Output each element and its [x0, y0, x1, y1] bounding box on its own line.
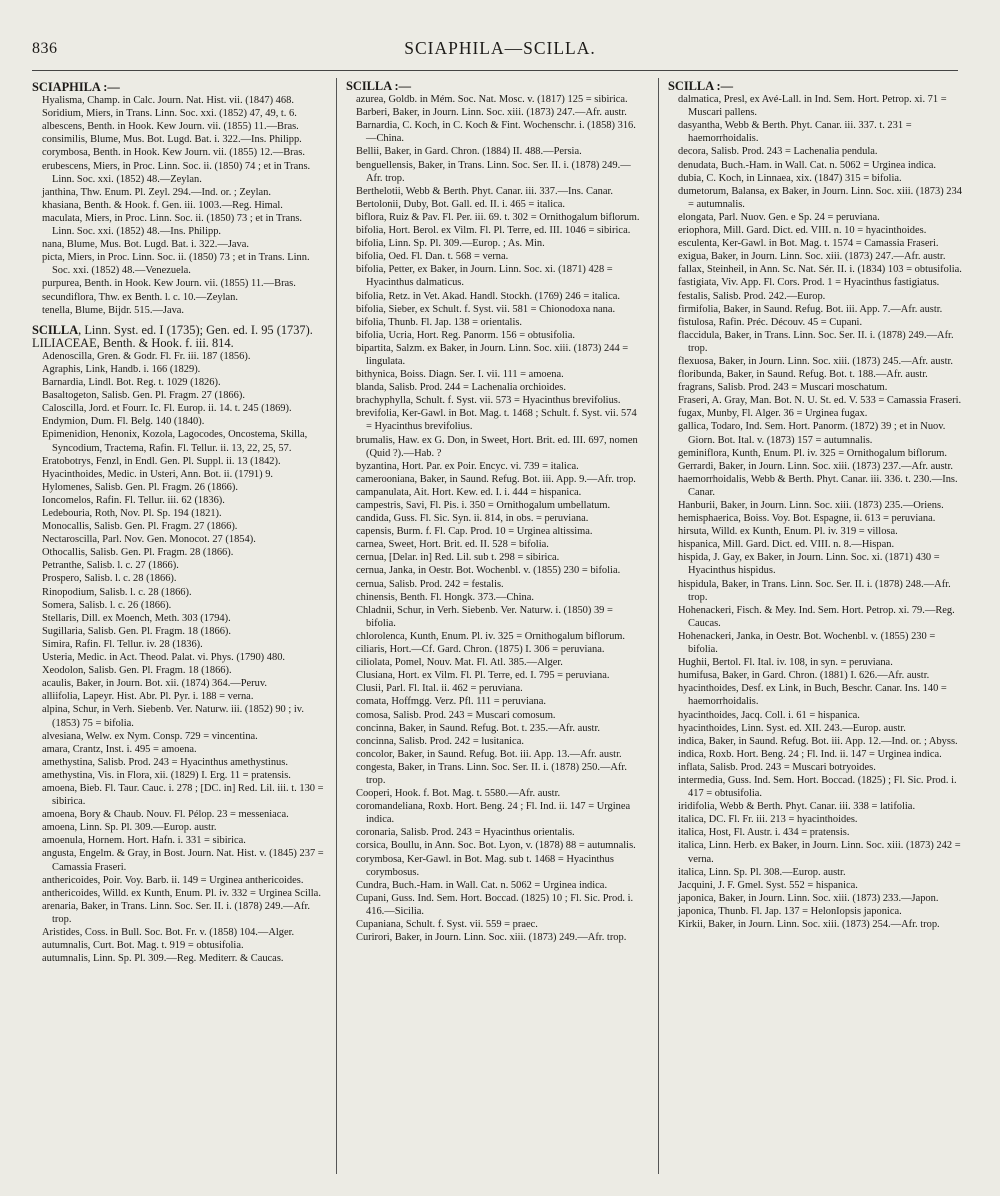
index-entry: Monocallis, Salisb. Gen. Pl. Fragm. 27 (1866). [42, 521, 238, 533]
index-entry: italica, Linn. Sp. Pl. 308.—Europ. austr. [678, 866, 846, 878]
index-entry: byzantina, Hort. Par. ex Poir. Encyc. vi. 739 = italica. [356, 460, 579, 472]
index-entry: Hanburii, Baker, in Journ. Linn. Soc. xiii. (1873) 235.—Oriens. [678, 500, 944, 511]
index-entry: campestris, Savi, Fl. Pis. i. 350 = Ornithogalum umbellatum. [356, 500, 611, 511]
index-entry: Stellaris, Dill. ex Moench, Meth. 303 (1794). [42, 612, 231, 624]
index-entry: Sugillaria, Salisb. Gen. Pl. Fragm. 18 (1866). [42, 625, 232, 637]
index-entry: arenaria, Baker, in Trans. Linn. Soc. Ser. II. i. (1878) 249.—Afr. trop. [42, 900, 311, 925]
index-entry: Cupani, Guss. Ind. Sem. Hort. Boccad. (1825) 10 ; Fl. Sic. Prod. i. 416.—Sicilia. [356, 892, 634, 917]
page-number: 836 [32, 40, 58, 57]
continued-genus-heading: SCILLA :— [668, 79, 734, 93]
index-entry: Eratobotrys, Fenzl, in Endl. Gen. Pl. Suppl. ii. 13 (1842). [42, 455, 281, 467]
index-entry: comosa, Salisb. Prod. 243 = Muscari comosum. [356, 709, 556, 721]
index-entry: Gerrardi, Baker, in Journ. Linn. Soc. xiii. (1873) 237.—Afr. austr. [678, 460, 953, 472]
index-entry: brevifolia, Ker-Gawl. in Bot. Mag. t. 1468 ; Schult. f. Syst. vii. 574 = Hyacinthus brevifolius. [356, 408, 637, 433]
index-entry: cernua, [Delar. in] Red. Lil. sub t. 298 = sibirica. [356, 552, 560, 564]
index-entry: hyacinthoides, Desf. ex Link, in Buch, Beschr. Canar. Ins. 140 = haemorrhoidalis. [678, 683, 947, 708]
index-entry: Hyacinthoides, Medic. in Usteri, Ann. Bot. ii. (1791) 9. [42, 468, 274, 480]
index-entry: Fraseri, A. Gray, Man. Bot. N. U. St. ed. V. 533 = Camassia Fraseri. [678, 395, 962, 407]
index-entry: bifolia, Ucria, Hort. Reg. Panorm. 156 = obtusifolia. [356, 329, 575, 341]
index-entry: Aristides, Coss. in Bull. Soc. Bot. Fr. v. (1858) 104.—Alger. [42, 927, 295, 938]
index-entry: ciliolata, Pomel, Nouv. Mat. Fl. Atl. 385.—Alger. [356, 657, 563, 669]
index-entry: concinna, Salisb. Prod. 242 = lusitanica. [356, 735, 524, 747]
index-entry: Othocallis, Salisb. Gen. Pl. Fragm. 28 (1866). [42, 547, 234, 559]
column-divider [658, 78, 659, 1174]
index-entry: Hohenackeri, Janka, in Oestr. Bot. Wochenbl. v. (1855) 230 = bifolia. [678, 630, 936, 656]
index-entry: japonica, Thunb. Fl. Jap. 137 = HelonIopsis japonica. [678, 905, 902, 917]
index-entry: maculata, Miers, in Proc. Linn. Soc. ii. (1850) 73 ; et in Trans. Linn. Soc. xxi. (1852) 48.—Ins. Philipp. [42, 212, 303, 238]
index-entry: haemorrhoidalis, Webb & Berth. Phyt. Canar. iii. 336. t. 230.—Ins. Canar. [678, 473, 958, 498]
column-divider [336, 78, 337, 1174]
index-entry: fistulosa, Rafin. Préc. Découv. 45 = Cupani. [678, 316, 863, 328]
index-entry: bifolia, Thunb. Fl. Jap. 138 = orientalis. [356, 316, 523, 328]
index-entry: amara, Crantz, Inst. i. 495 = amoena. [42, 743, 197, 755]
index-entry: indica, Roxb. Hort. Beng. 24 ; Fl. Ind. ii. 147 = Urginea indica. [678, 748, 942, 760]
index-entry: Cupaniana, Schult. f. Syst. vii. 559 = praec. [356, 919, 538, 930]
index-entry: Epimenidion, Henonix, Kozola, Lagocodes, Oncostema, Skilla, Syncodium, Tractema, Rafin. Fl. Tellur. ii. 13, 22, 25, 57. [42, 429, 308, 454]
index-entry: bifolia, Retz. in Vet. Akad. Handl. Stockh. (1769) 246 = italica. [356, 290, 620, 302]
scilla-section [32, 324, 326, 966]
index-entry: bifolia, Oed. Fl. Dan. t. 568 = verna. [356, 251, 509, 263]
index-entry: flaccidula, Baker, in Trans. Linn. Soc. Ser. II. i. (1878) 249.—Afr. trop. [678, 329, 954, 354]
index-entry: hemisphaerica, Boiss. Voy. Bot. Espagne, ii. 613 = peruviana. [678, 513, 936, 525]
index-entry: autumnalis, Linn. Sp. Pl. 309.—Reg. Mediterr. & Caucas. [42, 953, 284, 965]
continued-genus-heading: SCILLA :— [346, 79, 412, 93]
index-entry: chinensis, Benth. Fl. Hongk. 373.—China. [356, 591, 535, 603]
index-entry: Prospero, Salisb. l. c. 28 (1866). [42, 573, 177, 585]
index-entry: amoena, Bieb. Fl. Taur. Cauc. i. 278 ; [DC. in] Red. Lil. iii. t. 130 = sibirica. [42, 782, 324, 808]
sciaphila-section [32, 81, 326, 317]
index-entry: purpurea, Benth. in Hook. Kew Journ. vii. (1855) 11.—Bras. [42, 278, 296, 290]
index-entry: bipartita, Salzm. ex Baker, in Journ. Linn. Soc. xiii. (1873) 244 = lingulata. [356, 342, 629, 367]
index-entry: hispida, J. Gay, ex Baker, in Journ. Linn. Soc. xi. (1871) 430 = Hyacinthus hispidus. [678, 552, 940, 577]
index-entry: dasyantha, Webb & Berth. Phyt. Canar. iii. 337. t. 231 = haemorrhoidalis. [678, 120, 912, 145]
index-entry: brumalis, Haw. ex G. Don, in Sweet, Hort. Brit. ed. III. 697, nomen (Quid ?).—Hab. ? [356, 434, 638, 459]
index-entry: Barberi, Baker, in Journ. Linn. Soc. xiii. (1873) 247.—Afr. austr. [356, 107, 627, 119]
index-entry: alliifolia, Lapeyr. Hist. Abr. Pl. Pyr. i. 188 = verna. [42, 691, 254, 703]
index-entry: cernua, Janka, in Oestr. Bot. Wochenbl. v. (1855) 230 = bifolia. [356, 565, 621, 577]
index-entry: bifolia, Petter, ex Baker, in Journ. Linn. Soc. xi. (1871) 428 = Hyacinthus dalmaticus. [356, 264, 613, 289]
index-entry: amethystina, Salisb. Prod. 243 = Hyacinthus amethystinus. [42, 756, 288, 768]
index-entry: Simira, Rafin. Fl. Tellur. iv. 28 (1836). [42, 638, 203, 650]
index-entry: concinna, Baker, in Saund. Refug. Bot. t. 235.—Afr. austr. [356, 722, 600, 734]
index-entry: Xeodolon, Salisb. Gen. Pl. Fragm. 18 (1866). [42, 665, 232, 677]
index-entry: fastigiata, Viv. App. Fl. Cors. Prod. 1 = Hyacinthus fastigiatus. [678, 277, 940, 289]
index-entry: corsica, Boullu, in Ann. Soc. Bot. Lyon, v. (1878) 88 = autumnalis. [356, 840, 636, 852]
index-entry: comata, Hoffmgg. Verz. Pfl. 111 = peruviana. [356, 696, 546, 708]
index-entry: exigua, Baker, in Journ. Linn. Soc. xiii. (1873) 247.—Afr. austr. [678, 251, 946, 263]
index-entry: corymbosa, Ker-Gawl. in Bot. Mag. sub t. 1468 = Hyacinthus corymbosus. [356, 853, 614, 878]
page-header [0, 36, 1000, 62]
index-entry: flexuosa, Baker, in Journ. Linn. Soc. xiii. (1873) 245.—Afr. austr. [678, 355, 953, 367]
index-entry: hirsuta, Willd. ex Kunth, Enum. Pl. iv. 319 = villosa. [678, 526, 898, 538]
index-entry: italica, Host, Fl. Austr. i. 434 = pratensis. [678, 827, 850, 839]
index-entry: dalmatica, Presl, ex Avé-Lall. in Ind. Sem. Hort. Petrop. xi. 71 = Muscari pallens. [678, 94, 947, 119]
index-entry: Chladnii, Schur, in Verh. Siebenb. Ver. Naturw. i. (1850) 39 = bifolia. [356, 604, 613, 629]
index-entry: hispanica, Mill. Gard. Dict. ed. VIII. n. 8.—Hispan. [678, 539, 895, 551]
entry-list [32, 94, 326, 317]
index-entry: Clusiana, Hort. ex Vilm. Fl. Pl. Terre, ed. I. 795 = peruviana. [356, 670, 610, 682]
index-entry: esculenta, Ker-Gawl. in Bot. Mag. t. 1574 = Camassia Fraseri. [678, 238, 939, 250]
index-entry: gallica, Todaro, Ind. Sem. Hort. Panorm. (1872) 39 ; et in Nuov. Giorn. Bot. Ital. v. (1873) 157 = autumnalis. [678, 421, 946, 446]
index-entry: bifolia, Sieber, ex Schult. f. Syst. vii. 581 = Chionodoxa nana. [356, 303, 616, 315]
genus-heading [32, 324, 326, 350]
index-entry: Cooperi, Hook. f. Bot. Mag. t. 5580.—Afr. austr. [356, 788, 561, 800]
index-entry: Usteria, Medic. in Act. Theod. Palat. vi. Phys. (1790) 480. [42, 652, 286, 664]
index-entry: Rinopodium, Salisb. l. c. 28 (1866). [42, 586, 192, 598]
index-entry: amoenula, Hornem. Hort. Hafn. i. 331 = sibirica. [42, 835, 246, 847]
genus-name: SCIAPHILA :— [32, 80, 120, 94]
index-entry: Basaltogeton, Salisb. Gen. Pl. Fragm. 27 (1866). [42, 390, 245, 402]
index-entry: Bertolonii, Duby, Bot. Gall. ed. II. i. 465 = italica. [356, 198, 565, 210]
index-entry: cernua, Salisb. Prod. 242 = festalis. [356, 578, 504, 590]
index-entry: Jacquini, J. F. Gmel. Syst. 552 = hispanica. [678, 879, 858, 891]
index-entry: secundiflora, Thw. ex Benth. l. c. 10.—Zeylan. [42, 291, 238, 303]
index-entry: chlorolenca, Kunth, Enum. Pl. iv. 325 = Ornithogalum biflorum. [356, 630, 626, 642]
index-entry: japonica, Baker, in Journ. Linn. Soc. xiii. (1873) 233.—Japon. [678, 892, 939, 904]
index-entry: acaulis, Baker, in Journ. Bot. xii. (1874) 364.—Peruv. [42, 678, 268, 690]
index-entry: humifusa, Baker, in Gard. Chron. (1881) I. 626.—Afr. austr. [678, 670, 930, 682]
index-entry: Hohenackeri, Fisch. & Mey. Ind. Sem. Hort. Petrop. xi. 79.—Reg. Caucas. [678, 604, 955, 629]
index-entry: Agraphis, Link, Handb. i. 166 (1829). [42, 363, 201, 375]
index-entry: erubescens, Miers, in Proc. Linn. Soc. ii. (1850) 74 ; et in Trans. Linn. Soc. xxi. (1852) 48.—Zeylan. [42, 160, 311, 185]
index-entry: biflora, Ruiz & Pav. Fl. Per. iii. 69. t. 302 = Ornithogalum biflorum. [356, 211, 640, 223]
index-entry: eriophora, Mill. Gard. Dict. ed. VIII. n. 10 = hyacinthoides. [678, 225, 927, 237]
index-entry: Ledebouria, Roth, Nov. Pl. Sp. 194 (1821). [42, 508, 222, 519]
index-entry: elongata, Parl. Nuov. Gen. e Sp. 24 = peruviana. [678, 211, 880, 223]
running-title: SCIAPHILA—SCILLA. [404, 38, 596, 58]
index-entry: italica, DC. Fl. Fr. iii. 213 = hyacinthoides. [678, 814, 858, 826]
index-entry: Adenoscilla, Gren. & Godr. Fl. Fr. iii. 187 (1856). [42, 350, 251, 362]
index-entry: Soridium, Miers, in Trans. Linn. Soc. xxi. (1852) 47, 49, t. 6. [42, 108, 297, 120]
index-entry: decora, Salisb. Prod. 243 = Lachenalia pendula. [678, 146, 878, 158]
index-entry: Hylomenes, Salisb. Gen. Pl. Fragm. 26 (1866). [42, 481, 238, 493]
index-entry: Ioncomelos, Rafin. Fl. Tellur. iii. 62 (1836). [42, 494, 225, 506]
genus-name: SCILLA [32, 322, 79, 337]
index-entry: Clusii, Parl. Fl. Ital. ii. 462 = peruviana. [356, 683, 523, 695]
index-entry: blanda, Salisb. Prod. 244 = Lachenalia orchioides. [356, 382, 566, 394]
index-entry: denudata, Buch.-Ham. in Wall. Cat. n. 5062 = Urginea indica. [678, 159, 937, 171]
index-entry: brachyphylla, Schult. f. Syst. vii. 573 = Hyacinthus brevifolius. [356, 395, 621, 407]
index-entry: concolor, Baker, in Saund. Refug. Bot. iii. App. 13.—Afr. austr. [356, 748, 622, 760]
index-entry: dumetorum, Balansa, ex Baker, in Journ. Linn. Soc. xiii. (1873) 234 = autumnalis. [678, 185, 962, 210]
index-entry: Barnardia, C. Koch, in C. Koch & Fint. Wochenschr. i. (1858) 316.—China. [356, 120, 636, 145]
index-entry: geminiflora, Kunth, Enum. Pl. iv. 325 = Ornithogalum biflorum. [678, 447, 948, 459]
index-entry: amoena, Bory & Chaub. Nouv. Fl. Pélop. 23 = messeniaca. [42, 809, 289, 821]
index-entry: intermedia, Guss. Ind. Sem. Hort. Boccad. (1825) ; Fl. Sic. Prod. i. 417 = obtusifolia. [678, 774, 957, 800]
index-entry: Bellii, Baker, in Gard. Chron. (1884) II. 488.—Persia. [356, 146, 582, 158]
index-entry: ciliaris, Hort.—Cf. Gard. Chron. (1875) I. 306 = peruviana. [356, 644, 605, 656]
index-entry: iridifolia, Webb & Berth. Phyt. Canar. iii. 338 = latifolia. [678, 801, 916, 813]
index-entry: indica, Baker, in Saund. Refug. Bot. iii. App. 12.—Ind. or. ; Abyss. [678, 735, 958, 747]
index-entry: Cundra, Buch.-Ham. in Wall. Cat. n. 5062 = Urginea indica. [356, 879, 608, 891]
index-entry: Endymion, Dum. Fl. Belg. 140 (1840). [42, 416, 205, 428]
index-entry: congesta, Baker, in Trans. Linn. Soc. Ser. II. i. (1878) 250.—Afr. trop. [356, 761, 627, 786]
entry-list [668, 93, 962, 931]
genus-heading [32, 81, 326, 94]
column-2 [346, 74, 640, 1182]
index-entry: italica, Linn. Herb. ex Baker, in Journ. Linn. Soc. xiii. (1873) 242 = verna. [678, 840, 961, 865]
column-1 [32, 74, 326, 1182]
index-entry: corymbosa, Benth. in Hook. Kew Journ. vii. (1855) 12.—Bras. [42, 147, 305, 159]
index-entry: benguellensis, Baker, in Trans. Linn. Soc. Ser. II. i. (1878) 249.—Afr. trop. [356, 159, 631, 184]
genus-citation: , Linn. Syst. ed. I (1735); Gen. ed. I. 95 (1737). LILIACEAE, Benth. & Hook. f. iii. 814. [32, 322, 313, 350]
index-entry: Petranthe, Salisb. l. c. 27 (1866). [42, 560, 179, 572]
index-entry: hyacinthoides, Jacq. Coll. i. 61 = hispanica. [678, 709, 860, 721]
index-entry: azurea, Goldb. in Mém. Soc. Nat. Mosc. v. (1817) 125 = sibirica. [356, 94, 628, 106]
index-entry: autumnalis, Curt. Bot. Mag. t. 919 = obtusifolia. [42, 940, 244, 952]
index-entry: festalis, Salisb. Prod. 242.—Europ. [678, 290, 826, 302]
index-entry: anthericoides, Poir. Voy. Barb. ii. 149 = Urginea anthericoides. [42, 874, 304, 886]
index-entry: camerooniana, Baker, in Saund. Refug. Bot. iii. App. 9.—Afr. trop. [356, 473, 636, 485]
index-entry: amethystina, Vis. in Flora, xii. (1829) I. Erg. 11 = pratensis. [42, 769, 291, 781]
index-entry: candida, Guss. Fl. Sic. Syn. ii. 814, in obs. = peruviana. [356, 513, 589, 525]
index-entry: Hughii, Bertol. Fl. Ital. iv. 108, in syn. = peruviana. [678, 657, 893, 669]
index-entry: fragrans, Salisb. Prod. 243 = Muscari moschatum. [678, 382, 888, 394]
index-entry: campanulata, Ait. Hort. Kew. ed. I. i. 444 = hispanica. [356, 486, 582, 498]
index-entry: Barnardia, Lindl. Bot. Reg. t. 1029 (1826). [42, 377, 221, 389]
index-entry: nana, Blume, Mus. Bot. Lugd. Bat. i. 322.—Java. [42, 239, 249, 251]
index-entry: capensis, Burm. f. Fl. Cap. Prod. 10 = Urginea altissima. [356, 526, 593, 538]
index-entry: carnea, Sweet, Hort. Brit. ed. II. 528 = bifolia. [356, 539, 549, 551]
index-entry: fugax, Munby, Fl. Alger. 36 = Urginea fugax. [678, 408, 868, 420]
index-entry: floribunda, Baker, in Saund. Refug. Bot. t. 188.—Afr. austr. [678, 369, 928, 381]
index-entry: anthericoides, Willd. ex Kunth, Enum. Pl. iv. 332 = Urginea Scilla. [42, 887, 321, 899]
index-entry: picta, Miers, in Proc. Linn. Soc. ii. (1850) 73 ; et in Trans. Linn. Soc. xxi. (1852) 48.—Venezuela. [42, 252, 310, 277]
index-entry: Caloscilla, Jord. et Fourr. Ic. Fl. Europ. ii. 14. t. 245 (1869). [42, 403, 292, 415]
index-entry: hyacinthoides, Linn. Syst. ed. XII. 243.—Europ. austr. [678, 722, 906, 734]
index-entry: Hyalisma, Champ. in Calc. Journ. Nat. Hist. vii. (1847) 468. [42, 95, 294, 107]
index-entry: amoena, Linn. Sp. Pl. 309.—Europ. austr. [42, 822, 217, 834]
index-entry: dubia, C. Koch, in Linnaea, xix. (1847) 315 = bifolia. [678, 172, 902, 184]
index-entry: angusta, Engelm. & Gray, in Bost. Journ. Nat. Hist. v. (1845) 237 = Camassia Fraseri. [42, 848, 324, 873]
index-entry: bithynica, Boiss. Diagn. Ser. I. vii. 111 = amoena. [356, 369, 564, 381]
index-entry: Berthelotii, Webb & Berth. Phyt. Canar. iii. 337.—Ins. Canar. [356, 185, 613, 197]
index-entry: bifolia, Hort. Berol. ex Vilm. Fl. Pl. Terre, ed. III. 1046 = sibirica. [356, 225, 631, 237]
index-entry: inflata, Salisb. Prod. 243 = Muscari botryoides. [678, 761, 876, 773]
entry-list [32, 350, 326, 965]
index-entry: hispidula, Baker, in Trans. Linn. Soc. Ser. II. i. (1878) 248.—Afr. trop. [678, 578, 951, 603]
index-entry: bifolia, Linn. Sp. Pl. 309.—Europ. ; As. Min. [356, 238, 545, 250]
index-entry: albescens, Benth. in Hook. Kew Journ. vii. (1855) 11.—Bras. [42, 121, 299, 133]
header-rule [32, 70, 958, 71]
index-entry: Somera, Salisb. l. c. 26 (1866). [42, 599, 172, 611]
index-entry: Kirkii, Baker, in Journ. Linn. Soc. xiii. (1873) 254.—Afr. trop. [678, 919, 940, 930]
index-entry: Curirori, Baker, in Journ. Linn. Soc. xiii. (1873) 249.—Afr. trop. [356, 932, 627, 944]
index-entry: alpina, Schur, in Verh. Siebenb. Ver. Naturw. iii. (1852) 90 ; iv. (1853) 75 = bifolia. [42, 704, 304, 729]
index-entry: fallax, Steinheil, in Ann. Sc. Nat. Sér. II. i. (1834) 103 = obtusifolia. [678, 264, 962, 276]
index-entry: coromandeliana, Roxb. Hort. Beng. 24 ; Fl. Ind. ii. 147 = Urginea indica. [356, 801, 631, 826]
index-entry: tenella, Blume, Bijdr. 515.—Java. [42, 304, 185, 316]
index-entry: khasiana, Benth. & Hook. f. Gen. iii. 1003.—Reg. Himal. [42, 199, 283, 211]
index-entry: janthina, Thw. Enum. Pl. Zeyl. 294.—Ind. or. ; Zeylan. [42, 186, 272, 198]
index-entry: consimilis, Blume, Mus. Bot. Lugd. Bat. i. 322.—Ins. Philipp. [42, 134, 302, 146]
entry-list [346, 93, 640, 944]
index-columns [32, 74, 962, 1184]
index-entry: Nectaroscilla, Parl. Nov. Gen. Monocot. 27 (1854). [42, 534, 256, 546]
index-entry: alvesiana, Welw. ex Nym. Consp. 729 = vincentina. [42, 730, 258, 742]
index-entry: coronaria, Salisb. Prod. 243 = Hyacinthus orientalis. [356, 827, 575, 839]
index-entry: firmifolia, Baker, in Saund. Refug. Bot. iii. App. 7.—Afr. austr. [678, 303, 943, 315]
column-3 [668, 74, 962, 1182]
